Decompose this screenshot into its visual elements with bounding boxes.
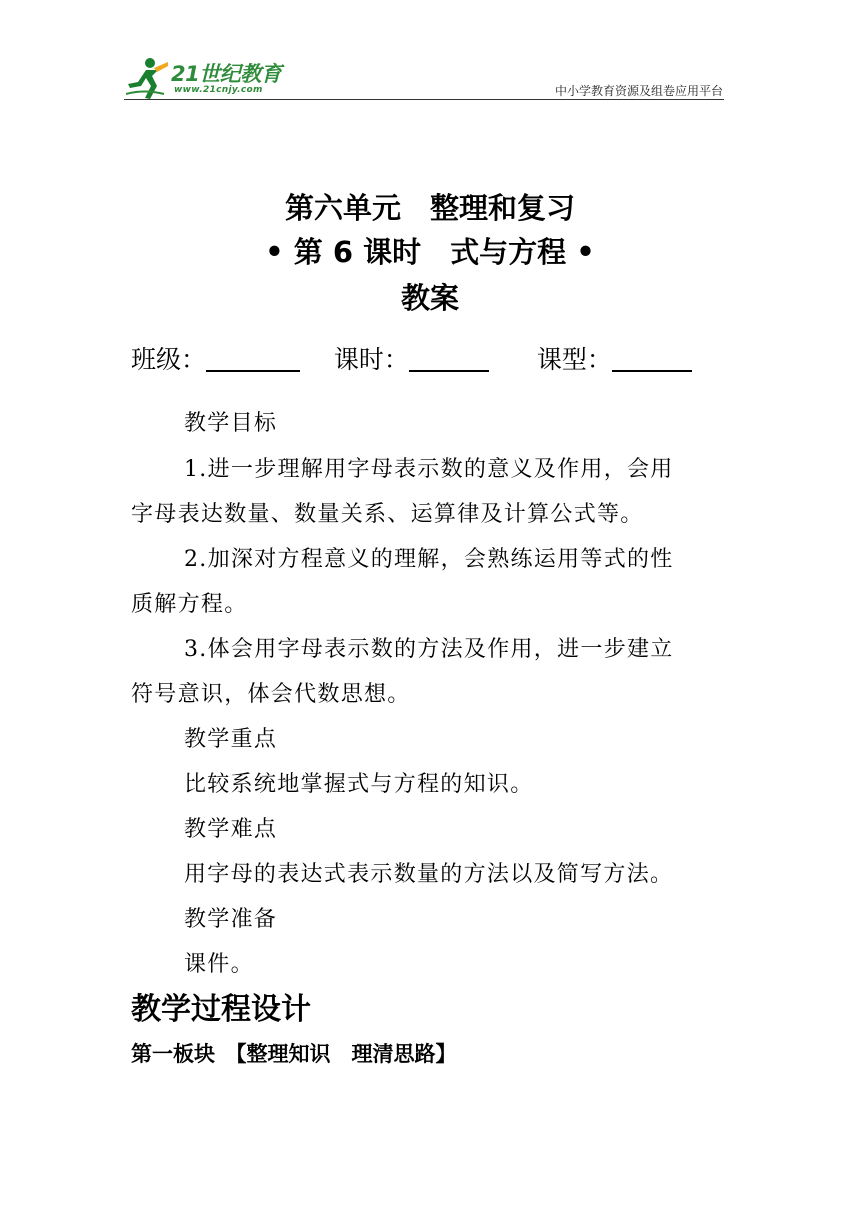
goal-3-line-2: 符号意识，体会代数思想。 [131,682,411,707]
logo-text: 21世纪教育 [171,62,282,86]
class-label: 班级： [131,345,207,374]
type-blank[interactable] [612,346,692,372]
logo-url: www.21cnjy.com [174,85,263,95]
period-label: 课时： [333,345,409,374]
meta-row [131,340,692,376]
goal-3-line-1: 3.体会用字母表示数的方法及作用，进一步建立 [184,637,674,662]
period-blank[interactable] [409,346,489,372]
key-heading: 教学重点 [184,727,278,752]
class-blank[interactable] [206,346,300,372]
key-text: 比较系统地掌握式与方程的知识。 [184,772,534,797]
lesson-title: • 第 6 课时 式与方程 • [265,235,595,269]
prep-heading: 教学准备 [184,907,278,932]
goal-2-line-1: 2.加深对方程意义的理解，会熟练运用等式的性 [184,547,674,572]
difficult-text: 用字母的表达式表示数量的方法以及简写方法。 [184,862,674,887]
doc-type-title: 教案 [400,281,459,315]
goal-2-line-2: 质解方程。 [131,592,248,617]
difficult-heading: 教学难点 [184,817,278,842]
goal-heading: 教学目标 [184,411,278,436]
runner-logo-icon [124,56,170,100]
section-title: 教学过程设计 [131,992,311,1027]
header-divider [124,99,724,100]
goal-1-line-2: 字母表达数量、数量关系、运算律及计算公式等。 [131,502,644,527]
unit-title: 第六单元 整理和复习 [284,191,575,225]
goal-1-line-1: 1.进一步理解用字母表示数的意义及作用，会用 [184,457,674,482]
page-header [0,0,860,110]
prep-text: 课件。 [184,952,254,977]
header-tagline: 中小学教育资源及组卷应用平台 [554,84,723,98]
type-label: 课型： [536,345,612,374]
block-1-heading: 第一板块 【整理知识 理清思路】 [131,1042,457,1066]
site-logo[interactable] [124,56,294,102]
